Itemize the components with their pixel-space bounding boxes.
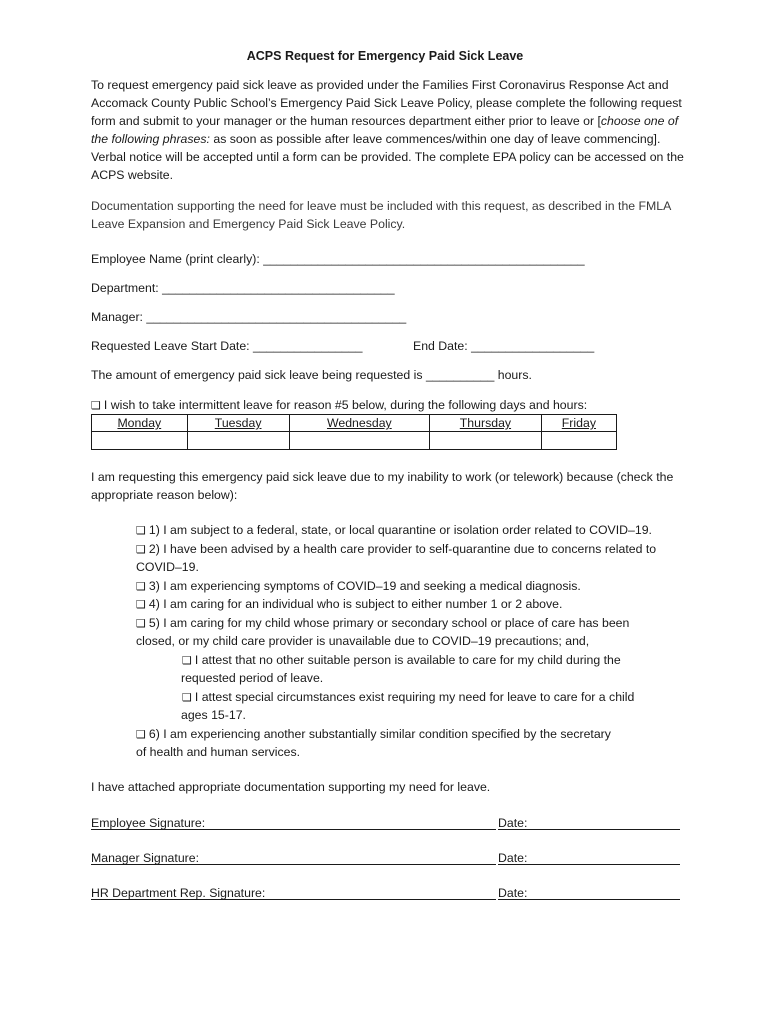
reason-text: 4) I am caring for an individual who is subject to either number 1 or 2 above.	[148, 597, 563, 611]
intro-text-1: To request emergency paid sick leave as provided under the Families First Coronavirus Response Act and Accomack County Public School’s Emergency Paid Sick Leave Policy, please complete the following request form and submit to your manager or the human resources department either prior to leave or [	[91, 78, 682, 128]
date-line[interactable]	[498, 829, 680, 830]
checkbox-icon[interactable]: ❑	[136, 598, 146, 611]
hr-signature-row[interactable]	[91, 884, 680, 902]
reason-2[interactable]	[136, 540, 686, 559]
reason-2-cont: COVID–19.	[136, 560, 199, 574]
reason-text: 6) I am experiencing another substantially similar condition specified by the secretary	[148, 726, 611, 741]
signature-line[interactable]	[91, 829, 496, 830]
department-field[interactable]: Department: __________________________________	[91, 281, 395, 295]
intermittent-label: I wish to take intermittent leave for reason #5 below, during the following days and hours:	[103, 398, 588, 412]
reason-text: I attest that no other suitable person is available to care for my child during the	[194, 652, 621, 667]
reason-text: 5) I am caring for my child whose primary or secondary school or place of care has been	[148, 615, 630, 630]
checkbox-icon[interactable]: ❑	[182, 653, 192, 667]
day-hours-cell[interactable]	[289, 432, 429, 450]
leave-amount-field[interactable]: The amount of emergency paid sick leave being requested is __________ hours.	[91, 368, 532, 382]
employee-signature-label: Employee Signature:	[91, 816, 206, 830]
day-hours-cell[interactable]	[430, 432, 542, 450]
day-header: Tuesday	[187, 415, 289, 432]
start-date-field[interactable]: Requested Leave Start Date: ________________	[91, 339, 363, 353]
form-title: ACPS Request for Emergency Paid Sick Leave	[246, 49, 524, 63]
date-label: Date:	[498, 851, 528, 865]
reason-text: 1) I am subject to a federal, state, or local quarantine or isolation order related to COVID–19.	[148, 523, 652, 537]
reason-5-attest-1-cont: requested period of leave.	[181, 671, 324, 685]
reason-6[interactable]	[136, 725, 686, 744]
day-header: Friday	[541, 415, 616, 432]
reason-intro: I am requesting this emergency paid sick leave due to my inability to work (or telework) because (check the appropriate reason below):	[91, 470, 674, 502]
intro-text-2: as soon as possible after leave commences/within one day of leave commencing]. Verbal notice will be accepted until a form can be provided. The complete EPA policy can be accessed on the ACPS website.	[91, 132, 684, 182]
checkbox-icon[interactable]: ❑	[136, 524, 146, 537]
reason-text: 3) I am experiencing symptoms of COVID–19 and seeking a medical diagnosis.	[148, 578, 581, 593]
reason-3[interactable]	[136, 577, 686, 596]
employee-signature-row[interactable]	[91, 814, 680, 832]
reason-text: 2) I have been advised by a health care provider to self-quarantine due to concerns related to	[148, 541, 657, 556]
reason-text: I attest special circumstances exist requiring my need for leave to care for a child	[194, 689, 635, 704]
reason-1[interactable]	[136, 521, 686, 540]
signature-line[interactable]	[91, 864, 496, 865]
checkbox-icon[interactable]: ❑	[136, 616, 146, 630]
day-hours-cell[interactable]	[187, 432, 289, 450]
manager-signature-label: Manager Signature:	[91, 851, 200, 865]
reason-5-cont: closed, or my child care provider is unavailable due to COVID–19 precautions; and,	[136, 634, 590, 648]
day-hours-cell[interactable]	[92, 432, 188, 450]
reason-5-attest-2-cont: ages 15-17.	[181, 708, 246, 722]
reason-4[interactable]	[136, 595, 686, 614]
checkbox-icon[interactable]: ❑	[136, 727, 146, 741]
date-label: Date:	[498, 886, 528, 900]
reason-6-cont: of health and human services.	[136, 745, 301, 759]
checkbox-icon[interactable]: ❑	[136, 579, 146, 593]
days-table	[91, 414, 617, 450]
employee-name-field[interactable]: Employee Name (print clearly): _______________________________________________	[91, 252, 585, 266]
date-label: Date:	[498, 816, 528, 830]
reasons-list	[136, 521, 686, 762]
attached-note: I have attached appropriate documentation supporting my need for leave.	[91, 780, 491, 794]
day-header: Thursday	[430, 415, 542, 432]
reason-5-attest-2[interactable]	[136, 688, 686, 707]
hr-signature-label: HR Department Rep. Signature:	[91, 886, 266, 900]
reason-5-attest-1[interactable]	[136, 651, 686, 670]
intro-paragraph	[91, 76, 687, 184]
reason-5[interactable]	[136, 614, 686, 633]
checkbox-icon[interactable]: ❑	[136, 542, 146, 556]
date-line[interactable]	[498, 899, 680, 900]
end-date-field[interactable]: End Date: __________________	[413, 339, 595, 353]
day-hours-cell[interactable]	[541, 432, 616, 450]
date-line[interactable]	[498, 864, 680, 865]
checkbox-icon[interactable]: ❑	[182, 690, 192, 704]
intro-italic: choose one of the following phrases:	[91, 114, 679, 146]
documentation-note: Documentation supporting the need for leave must be included with this request, as described in the FMLA Leave Expansion and Emergency Paid Sick Leave Policy.	[91, 199, 671, 231]
day-header: Wednesday	[289, 415, 429, 432]
signature-line[interactable]	[91, 899, 496, 900]
intermittent-leave-option[interactable]	[91, 396, 587, 415]
checkbox-icon[interactable]: ❑	[91, 399, 101, 412]
day-header: Monday	[92, 415, 188, 432]
manager-field[interactable]: Manager: ______________________________________	[91, 310, 407, 324]
manager-signature-row[interactable]	[91, 849, 680, 867]
